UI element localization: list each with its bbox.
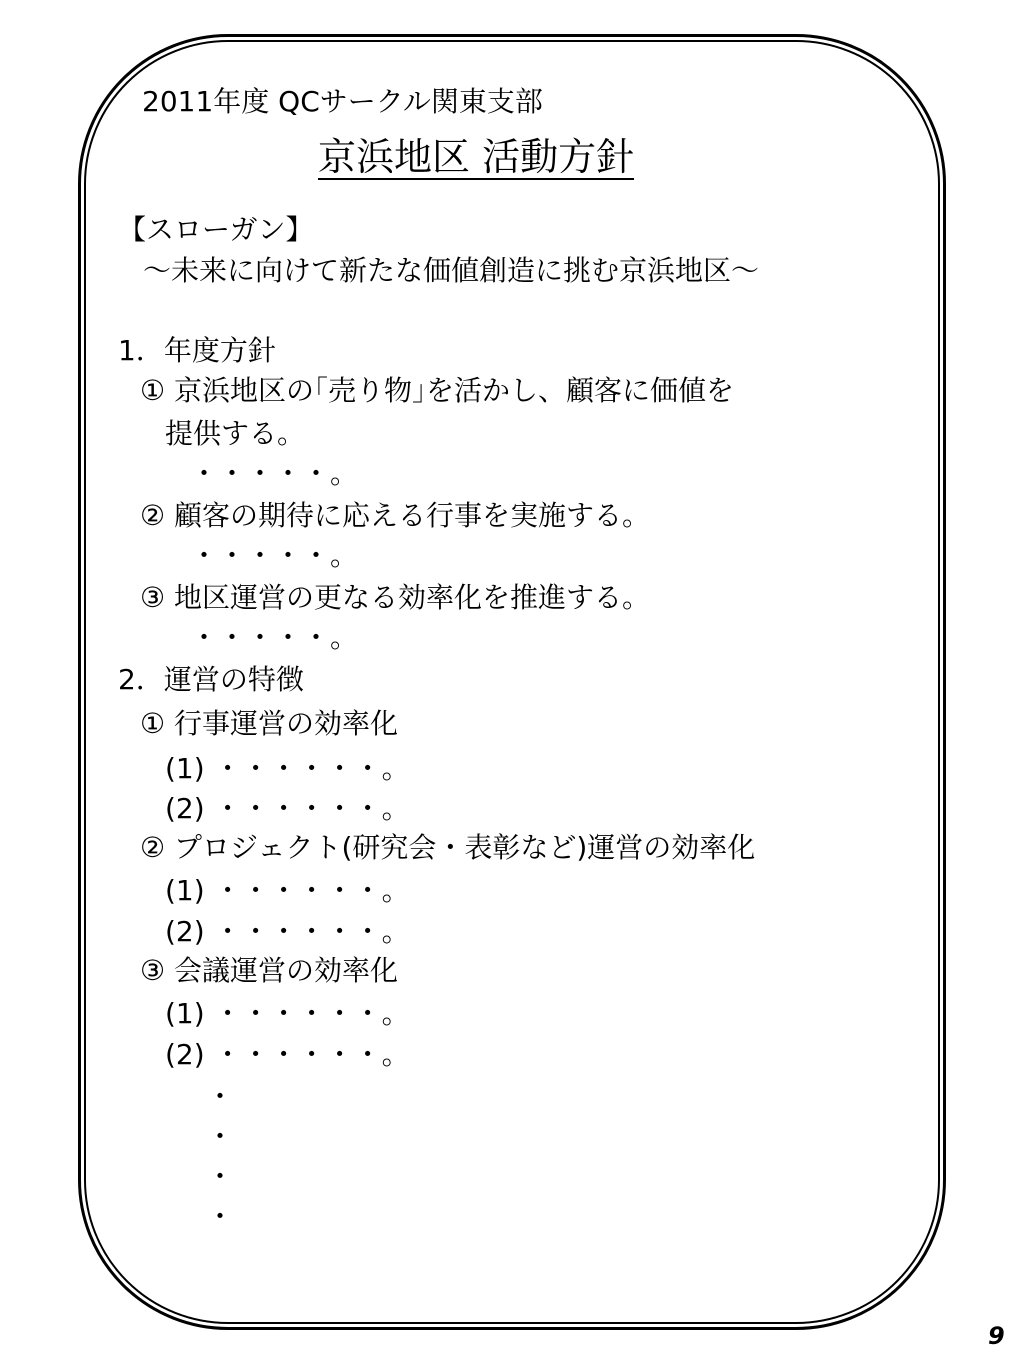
- continuation-dot: ・: [206, 1080, 235, 1113]
- section1-heading: 1．年度方針: [118, 334, 276, 367]
- section2-heading: 2．運営の特徴: [118, 663, 304, 696]
- continuation-dot: ・: [206, 1120, 235, 1153]
- section1-item-2: ② 顧客の期待に応える行事を実施する。: [140, 499, 651, 532]
- section1-item-1: ① 京浜地区の｢売り物｣を活かし、顧客に価値を: [140, 374, 735, 407]
- section2-item-1: ① 行事運営の効率化: [140, 707, 399, 740]
- slogan-text: ～未来に向けて新たな価値創造に挑む京浜地区～: [143, 254, 760, 287]
- section1-item-2-detail: ・・・・・。: [190, 539, 359, 572]
- section2-item-3-sub-1: (1) ・・・・・・。: [165, 997, 410, 1030]
- continuation-dot: ・: [206, 1200, 235, 1233]
- section1-item-3-detail: ・・・・・。: [190, 621, 359, 654]
- section1-item-3: ③ 地区運営の更なる効率化を推進する。: [140, 581, 651, 614]
- section2-item-1-sub-1: (1) ・・・・・・。: [165, 752, 410, 785]
- slogan-label: 【スローガン】: [118, 213, 314, 246]
- subtitle: 2011年度 QCサークル関東支部: [142, 85, 543, 118]
- section2-item-3: ③ 会議運営の効率化: [140, 954, 399, 987]
- section1-item-1-continued: 提供する。: [165, 417, 306, 450]
- section2-item-1-sub-2: (2) ・・・・・・。: [165, 792, 410, 825]
- section2-item-2-sub-2: (2) ・・・・・・。: [165, 915, 410, 948]
- continuation-dot: ・: [206, 1160, 235, 1193]
- section2-item-2: ② プロジェクト(研究会・表彰など)運営の効率化: [140, 831, 756, 864]
- section1-item-1-detail: ・・・・・。: [190, 457, 359, 490]
- page-title: 京浜地区 活動方針: [318, 135, 635, 179]
- section2-item-2-sub-1: (1) ・・・・・・。: [165, 874, 410, 907]
- section2-item-3-sub-2: (2) ・・・・・・。: [165, 1038, 410, 1071]
- page-number: 9: [988, 1322, 1005, 1350]
